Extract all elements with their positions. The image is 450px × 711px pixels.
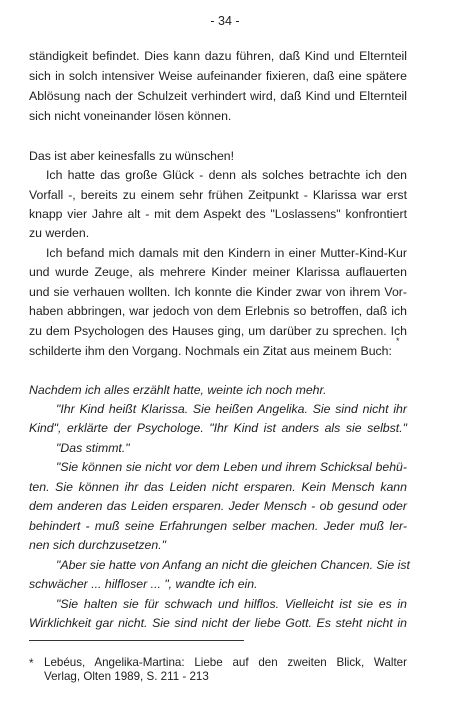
text-line: sich nicht voneinander lösen können. — [29, 109, 232, 123]
quote-line: dem anderen das Leiden ersparen. Jeder Mensch - ob gesund oder — [29, 499, 407, 513]
text-line: ständigkeit befindet. Dies kann dazu führen, daß Kind und Elternteil — [29, 49, 407, 63]
page-number: - 34 - — [210, 14, 240, 28]
text-line: knapp vier Jahre alt - mit dem Aspekt des "Loslassens" konfrontiert — [29, 207, 407, 221]
text-line: und sie verhauen wollten. Ich konnte die Kinder zwar von ihrem Vor- — [29, 285, 407, 299]
quote-line: schwächer ... hilfloser ... ", wandte ich ein. — [29, 577, 258, 591]
text-line: schilderte ihm den Vorgang. Nochmals ein Zitat aus meinem Buch: — [29, 344, 392, 358]
quote-line: Nachdem ich alles erzählt hatte, weinte ich noch mehr. — [29, 383, 327, 397]
footnote-marker: * — [29, 657, 34, 670]
footnote-text: Lebéus, Angelika-Martina: Liebe auf den zweiten Blick, Walter — [44, 656, 407, 669]
quote-line: "Ihr Kind heißt Klarissa. Sie heißen Angelika. Sie sind nicht ihr — [56, 402, 407, 416]
text-line: Das ist aber keinesfalls zu wünschen! — [29, 149, 235, 163]
text-line: sich in solch intensiver Weise aufeinander fixieren, daß eine spätere — [29, 69, 407, 83]
text-line: Ich befand mich damals mit den Kindern in einer Mutter-Kind-Kur — [46, 246, 407, 260]
text-line: und wurde Zeuge, als mehrere Kinder meiner Klarissa auflauerten — [29, 265, 407, 279]
footnote-text: Verlag, Olten 1989, S. 211 - 213 — [44, 670, 209, 683]
quote-line: behindert - muß seine Erfahrungen selber machen. Jeder muß ler- — [29, 519, 407, 533]
quote-line: nen sich durchzusetzen." — [29, 538, 166, 552]
text-line: Ablösung nach der Schulzeit verhindert wird, daß Kind und Elternteil — [29, 89, 407, 103]
text-line: Ich hatte das große Glück - denn als solches betrachte ich den — [46, 168, 407, 182]
text-line: haben abbringen, war jedoch von dem Erlebnis so betroffen, daß ich — [29, 304, 407, 318]
quote-line: Wirklichkeit gar nicht. Sie sind nicht der liebe Gott. Es steht nicht in — [29, 616, 407, 630]
quote-line: "Das stimmt." — [56, 441, 130, 455]
quote-line: "Sie können sie nicht vor dem Leben und ihrem Schicksal behü- — [56, 460, 407, 474]
footnote-reference: * — [396, 336, 400, 346]
quote-line: ten. Sie können ihr das Leiden nicht ersparen. Kein Mensch kann — [29, 480, 407, 494]
quote-line: "Sie halten sie für schwach und hilflos. Vielleicht ist sie es in — [56, 597, 407, 611]
text-line: zu werden. — [29, 226, 90, 240]
quote-line: Kind", erklärte der Psychologe. "Ihr Kind ist anders als sie selbst." — [29, 421, 407, 435]
text-line: zu dem Psychologen des Hauses ging, um darüber zu sprechen. Ich — [29, 324, 407, 338]
text-line: Vorfall -, bereits zu einem sehr frühen Zeitpunkt - Klarissa war erst — [29, 188, 407, 202]
quote-line: "Aber sie hatte von Anfang an nicht die gleichen Chancen. Sie ist — [56, 558, 410, 572]
footnote-divider — [29, 640, 244, 641]
